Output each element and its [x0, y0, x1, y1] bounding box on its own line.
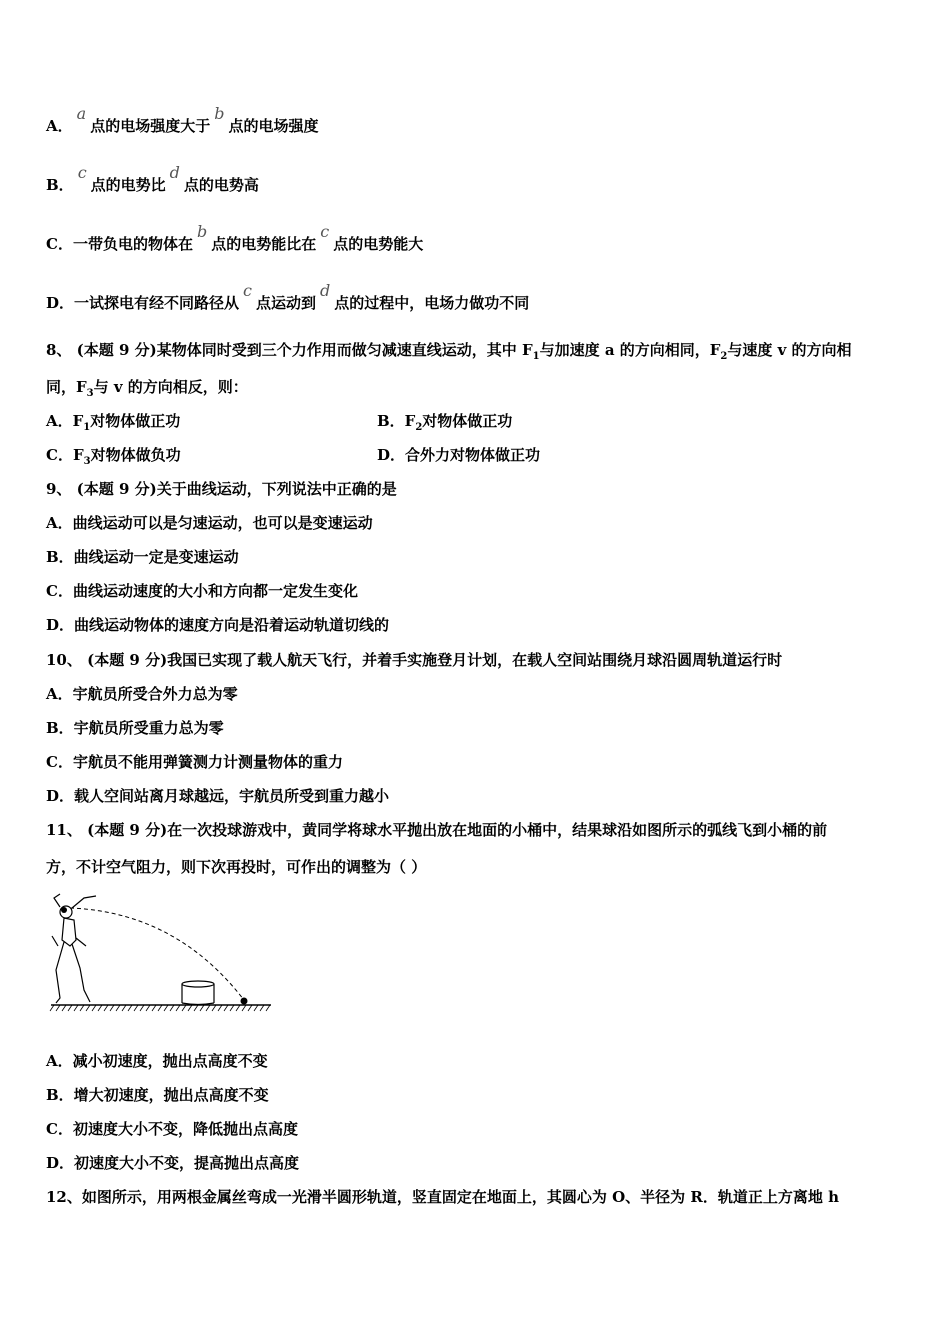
q11-stem-line1: 11、 (本题 9 分)在一次投球游戏中，黄同学将球水平抛出放在地面的小桶中，结果球沿如图所示的弧线飞到小桶的前 [46, 821, 828, 839]
var-a: a [76, 104, 87, 123]
var-c: c [77, 163, 87, 182]
q10-option-a[interactable]: A．宇航员所受合外力总为零 [46, 685, 238, 703]
q8-stem-line1: 8、 (本题 9 分)某物体同时受到三个力作用而做匀减速直线运动，其中 $F_1$与加速度 a 的方向相同，$F_2$与速度 v 的方向相 [46, 341, 852, 362]
trajectory-arc [70, 908, 244, 1000]
q8-option-d[interactable]: D．合外力对物体做正功 [377, 446, 541, 464]
q12-stem: 12、如图所示，用两根金属丝弯成一光滑半圆形轨道，竖直固定在地面上，其圆心为 O、半径为 R．轨道正上方离地 h [46, 1188, 839, 1206]
var-b: b [214, 104, 225, 123]
var-d: d [320, 281, 331, 300]
thrower-icon [52, 894, 96, 1003]
q10-option-c[interactable]: C．宇航员不能用弹簧测力计测量物体的重力 [46, 753, 343, 771]
var-c: c [243, 281, 252, 300]
bucket-icon [182, 981, 214, 1005]
q7-option-b[interactable]: B．c点的电势比d点的电势高 [46, 163, 259, 194]
q11-option-d[interactable]: D．初速度大小不变，提高抛出点高度 [46, 1154, 300, 1172]
ball-landed-icon [241, 998, 248, 1005]
q10-stem: 10、 (本题 9 分)我国已实现了载人航天飞行，并着手实施登月计划，在载人空间站围绕月球沿圆周轨道运行时 [46, 651, 783, 669]
q9-stem: 9、 (本题 9 分)关于曲线运动，下列说法中正确的是 [46, 480, 397, 498]
q8-stem-line2: 同，$F_3$与 v 的方向相反，则： [46, 378, 248, 399]
q8-option-b[interactable]: B．$F_2$对物体做正功 [377, 412, 513, 433]
q7-option-d[interactable]: D．一试探电有经不同路径从c点运动到d点的过程中，电场力做功不同 [46, 281, 530, 312]
q11-option-b[interactable]: B．增大初速度，抛出点高度不变 [46, 1086, 269, 1104]
q9-option-a[interactable]: A．曲线运动可以是匀速运动，也可以是变速运动 [46, 514, 373, 532]
throwing-ball-figure [46, 890, 276, 1015]
q8-option-c[interactable]: C．$F_3$对物体做负功 [46, 446, 181, 467]
q11-stem-line2: 方，不计空气阻力，则下次再投时，可作出的调整为（ ） [46, 858, 427, 876]
q7-option-c[interactable]: C．一带负电的物体在b点的电势能比在c点的电势能大 [46, 222, 424, 253]
q7-option-a[interactable]: A．a点的电场强度大于b点的电场强度 [46, 104, 319, 135]
var-d: d [169, 163, 180, 182]
q10-option-d[interactable]: D．载人空间站离月球越远，宇航员所受到重力越小 [46, 787, 390, 805]
q10-option-b[interactable]: B．宇航员所受重力总为零 [46, 719, 224, 737]
q11-option-c[interactable]: C．初速度大小不变，降低抛出点高度 [46, 1120, 298, 1138]
q8-option-a[interactable]: A．$F_1$对物体做正功 [46, 412, 181, 433]
q9-option-d[interactable]: D．曲线运动物体的速度方向是沿着运动轨道切线的 [46, 616, 390, 634]
q11-option-a[interactable]: A．减小初速度，抛出点高度不变 [46, 1052, 268, 1070]
ball-in-hand-icon [61, 907, 67, 913]
q9-option-b[interactable]: B．曲线运动一定是变速运动 [46, 548, 239, 566]
var-b: b [196, 222, 208, 241]
q8-options-row1 [46, 411, 512, 438]
q9-option-c[interactable]: C．曲线运动速度的大小和方向都一定发生变化 [46, 582, 358, 600]
var-c: c [320, 222, 330, 241]
q8-options-row2 [46, 445, 540, 472]
